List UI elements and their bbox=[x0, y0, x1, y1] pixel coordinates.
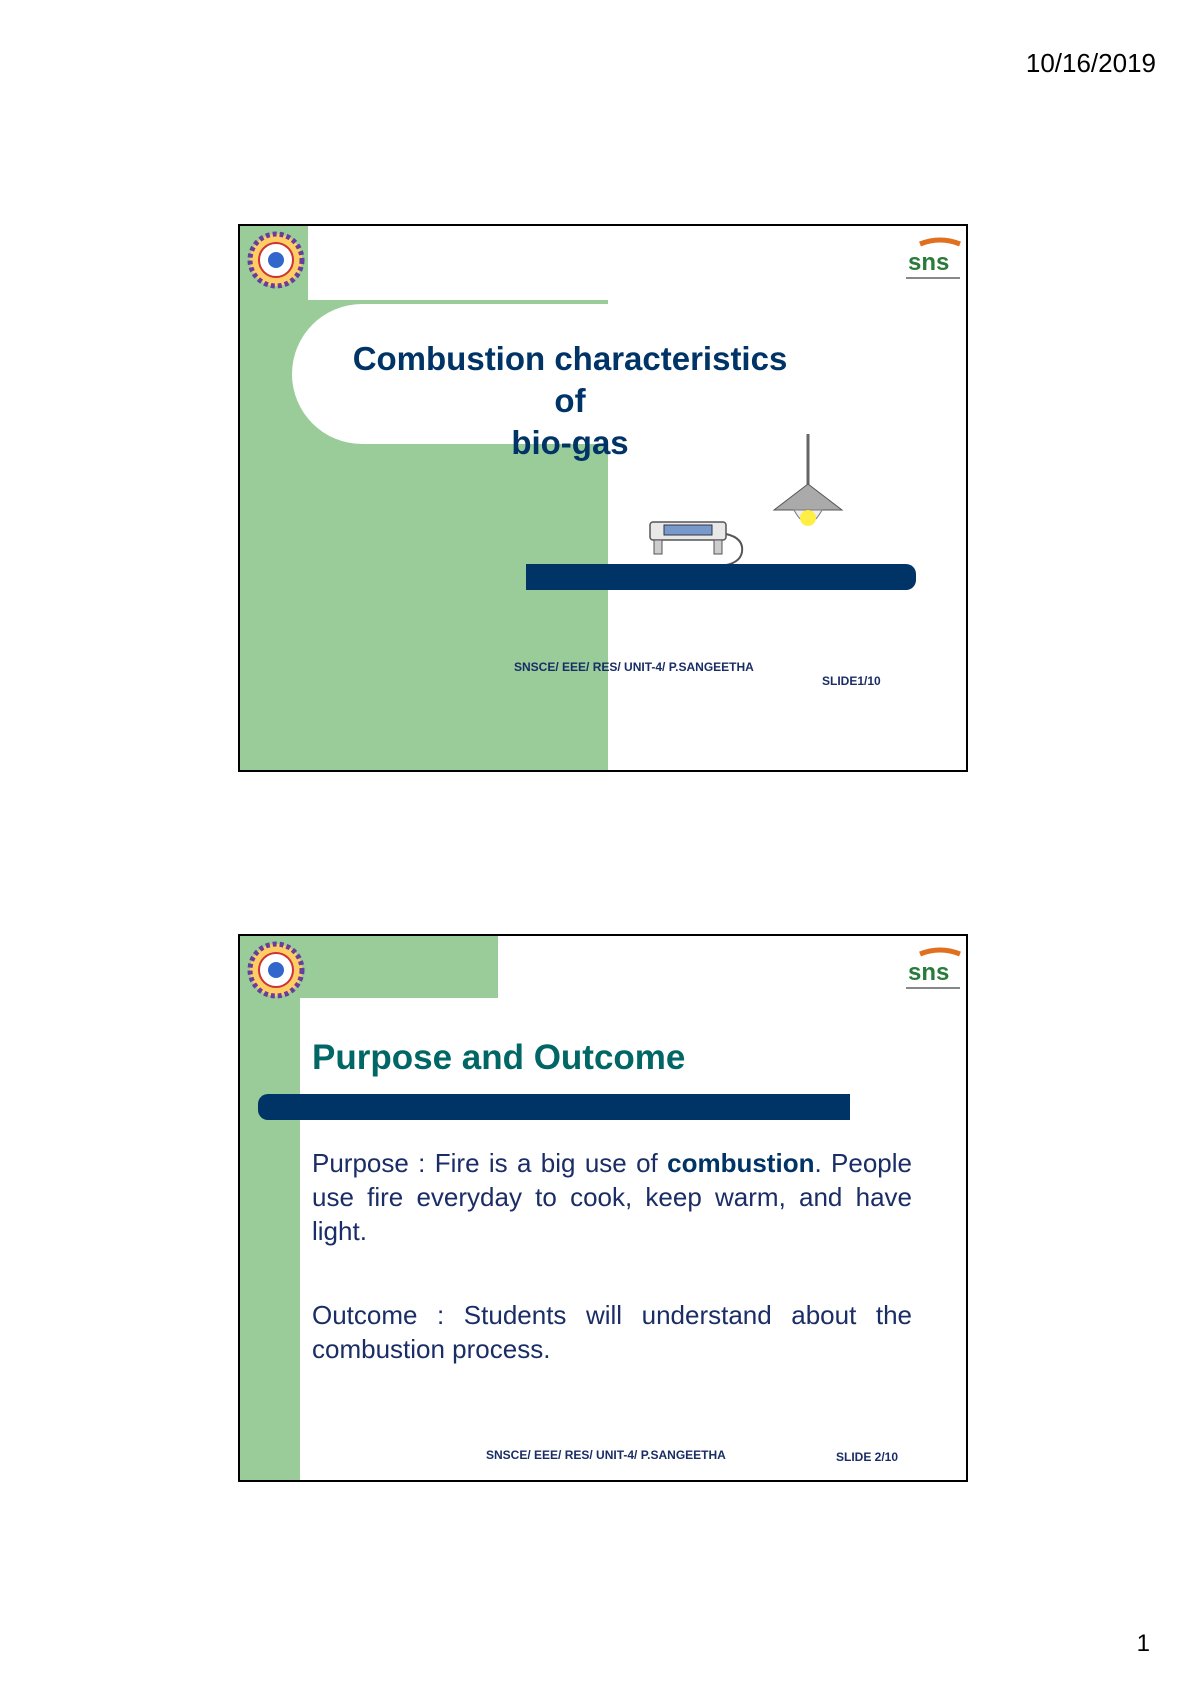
slide-number: SLIDE1/10 bbox=[822, 674, 881, 688]
svg-text:sns: sns bbox=[908, 249, 950, 276]
slide-2-title: Purpose and Outcome bbox=[312, 1038, 686, 1077]
sns-logo-icon bbox=[900, 946, 964, 994]
purpose-bold-word: combustion bbox=[667, 1148, 815, 1178]
sns-logo-icon bbox=[900, 236, 964, 284]
title-divider-bar bbox=[526, 564, 916, 590]
college-emblem-icon bbox=[244, 230, 308, 290]
slide-1-title bbox=[340, 338, 800, 464]
slide-footer: SNSCE/ EEE/ RES/ UNIT-4/ P.SANGEETHA bbox=[486, 1448, 726, 1462]
title-line-1: Combustion characteristics of bbox=[352, 340, 788, 419]
hanging-lamp-icon bbox=[768, 434, 848, 546]
slide-number: SLIDE 2/10 bbox=[836, 1450, 899, 1464]
title-divider-bar bbox=[258, 1094, 850, 1120]
purpose-paragraph bbox=[312, 1146, 912, 1248]
top-right-white bbox=[498, 936, 968, 998]
outcome-paragraph: Outcome : Students will understand about the combustion process. bbox=[312, 1300, 912, 1364]
page-date: 10/16/2019 bbox=[1025, 48, 1156, 78]
college-emblem-icon bbox=[244, 940, 308, 1000]
svg-text:sns: sns bbox=[908, 959, 950, 986]
purpose-rest: . People use fire everyday to cook, keep warm, and have light. bbox=[312, 1148, 912, 1246]
title-line-2: bio-gas bbox=[511, 424, 629, 461]
slide-footer: SNSCE/ EEE/ RES/ UNIT-4/ P.SANGEETHA bbox=[514, 660, 754, 674]
top-white-area bbox=[308, 226, 608, 300]
purpose-label: Purpose : Fire is a big use of bbox=[312, 1148, 668, 1178]
slide-2 bbox=[238, 934, 968, 1482]
green-left-band bbox=[240, 936, 300, 1482]
slide-1 bbox=[238, 224, 968, 772]
page-number: 1 bbox=[1136, 1630, 1150, 1657]
